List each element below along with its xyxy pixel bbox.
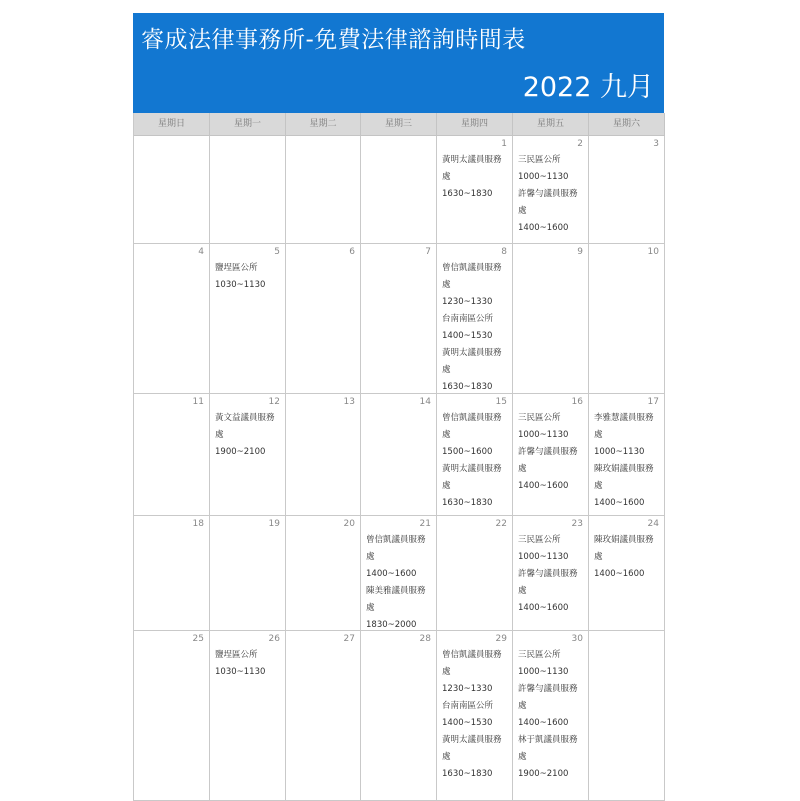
event-line: 曾信凱議員服務 — [442, 650, 502, 660]
event-line: 1400~1600 — [594, 569, 645, 579]
event-line: 黃明太議員服務 — [442, 735, 502, 745]
event-line: 林于凱議員服務 — [518, 735, 578, 745]
day-number: 28 — [419, 634, 431, 644]
event-list — [361, 516, 436, 631]
day-number: 9 — [577, 247, 583, 257]
event-line: 曾信凱議員服務 — [442, 413, 502, 423]
day-number: 23 — [571, 519, 583, 529]
event-line: 1030~1130 — [215, 280, 266, 290]
event-line: 鹽埕區公所 — [215, 650, 258, 660]
event-line: 處 — [518, 752, 527, 762]
day-cell[interactable] — [210, 244, 286, 394]
event-line: 1900~2100 — [518, 769, 569, 779]
event-list — [513, 631, 588, 783]
event-list — [210, 136, 285, 152]
event-line: 三民區公所 — [518, 535, 561, 545]
weekday-header: 星期三 — [361, 113, 437, 136]
day-cell[interactable] — [513, 136, 589, 244]
day-cell[interactable] — [437, 244, 513, 394]
event-line: 1400~1600 — [518, 481, 569, 491]
event-line: 處 — [366, 603, 375, 613]
event-line: 處 — [442, 430, 451, 440]
event-list — [437, 631, 512, 783]
day-cell[interactable] — [513, 244, 589, 394]
day-cell[interactable] — [589, 516, 665, 631]
event-line: 處 — [442, 752, 451, 762]
calendar-header — [133, 13, 664, 113]
event-line: 陳玫娟議員服務 — [594, 535, 654, 545]
day-cell[interactable] — [437, 516, 513, 631]
day-cell[interactable] — [361, 394, 437, 516]
event-line: 處 — [518, 464, 527, 474]
day-cell[interactable] — [589, 244, 665, 394]
event-line: 陳美雅議員服務 — [366, 586, 426, 596]
day-cell[interactable] — [361, 516, 437, 631]
event-line: 黃明太議員服務 — [442, 348, 502, 358]
event-line: 1000~1130 — [518, 552, 569, 562]
event-line: 處 — [518, 701, 527, 711]
event-line: 黃明太議員服務 — [442, 464, 502, 474]
day-cell[interactable] — [589, 136, 665, 244]
event-line: 1000~1130 — [518, 667, 569, 677]
day-number: 18 — [192, 519, 204, 529]
event-line: 1630~1830 — [442, 498, 493, 508]
day-cell[interactable] — [210, 394, 286, 516]
event-line: 處 — [366, 552, 375, 562]
weekday-header: 星期四 — [437, 113, 513, 136]
event-list — [513, 136, 588, 237]
calendar-grid — [133, 113, 664, 801]
day-number: 12 — [268, 397, 280, 407]
event-line: 處 — [442, 172, 451, 182]
weekday-header: 星期日 — [134, 113, 210, 136]
event-line: 1400~1600 — [594, 498, 645, 508]
event-list — [361, 136, 436, 152]
day-number: 8 — [501, 247, 507, 257]
event-line: 曾信凱議員服務 — [442, 263, 502, 273]
day-number: 10 — [647, 247, 659, 257]
event-line: 三民區公所 — [518, 650, 561, 660]
day-number: 5 — [274, 247, 280, 257]
event-list — [513, 516, 588, 617]
day-number: 13 — [343, 397, 355, 407]
event-line: 1630~1830 — [442, 189, 493, 199]
weekday-header: 星期二 — [286, 113, 361, 136]
day-number: 20 — [343, 519, 355, 529]
event-line: 1400~1530 — [442, 718, 493, 728]
day-number: 1 — [501, 139, 507, 149]
event-line: 處 — [442, 667, 451, 677]
day-cell[interactable] — [286, 516, 361, 631]
weekday-header: 星期一 — [210, 113, 286, 136]
event-line: 許馨勻議員服務 — [518, 569, 578, 579]
day-cell[interactable] — [361, 631, 437, 801]
event-line: 處 — [442, 280, 451, 290]
event-line: 許馨勻議員服務 — [518, 684, 578, 694]
day-number: 14 — [419, 397, 431, 407]
day-cell[interactable] — [210, 631, 286, 801]
day-cell[interactable] — [513, 516, 589, 631]
day-cell[interactable] — [513, 394, 589, 516]
event-line: 1630~1830 — [442, 382, 493, 392]
day-cell[interactable] — [210, 136, 286, 244]
day-cell[interactable] — [134, 631, 210, 801]
event-line: 三民區公所 — [518, 155, 561, 165]
day-cell[interactable] — [134, 244, 210, 394]
event-list — [589, 631, 664, 647]
day-cell[interactable] — [210, 516, 286, 631]
event-line: 許馨勻議員服務 — [518, 189, 578, 199]
event-line: 1400~1600 — [518, 718, 569, 728]
event-line: 處 — [518, 206, 527, 216]
weekday-header: 星期五 — [513, 113, 589, 136]
day-number: 16 — [571, 397, 583, 407]
event-list — [437, 244, 512, 394]
day-cell[interactable] — [361, 136, 437, 244]
event-line: 1900~2100 — [215, 447, 266, 457]
event-line: 陳玫娟議員服務 — [594, 464, 654, 474]
event-line: 台南南區公所 — [442, 314, 494, 324]
day-cell[interactable] — [134, 394, 210, 516]
event-line: 處 — [594, 552, 603, 562]
day-number: 25 — [192, 634, 204, 644]
event-line: 處 — [594, 481, 603, 491]
day-number: 21 — [419, 519, 431, 529]
day-number: 15 — [495, 397, 507, 407]
month-label: 2022 九月 — [522, 72, 654, 103]
day-cell[interactable] — [286, 631, 361, 801]
event-line: 黃文益議員服務 — [215, 413, 275, 423]
day-number: 11 — [192, 397, 204, 407]
event-list — [589, 394, 664, 512]
day-number: 6 — [349, 247, 355, 257]
event-line: 1230~1330 — [442, 684, 493, 694]
day-number: 19 — [268, 519, 280, 529]
event-line: 1230~1330 — [442, 297, 493, 307]
day-number: 29 — [495, 634, 507, 644]
day-cell[interactable] — [286, 136, 361, 244]
event-line: 處 — [518, 586, 527, 596]
day-cell[interactable] — [134, 136, 210, 244]
event-line: 曾信凱議員服務 — [366, 535, 426, 545]
page-title: 睿成法律事務所-免費法律諮詢時間表 — [141, 27, 526, 53]
event-line: 1000~1130 — [518, 172, 569, 182]
day-cell[interactable] — [134, 516, 210, 631]
event-line: 1400~1600 — [366, 569, 417, 579]
day-number: 17 — [647, 397, 659, 407]
event-list — [134, 136, 209, 152]
day-number: 30 — [571, 634, 583, 644]
event-line: 鹽埕區公所 — [215, 263, 258, 273]
event-line: 1000~1130 — [594, 447, 645, 457]
event-line: 1030~1130 — [215, 667, 266, 677]
event-line: 1400~1530 — [442, 331, 493, 341]
day-cell[interactable] — [513, 631, 589, 801]
calendar-page — [133, 13, 664, 801]
day-number: 3 — [653, 139, 659, 149]
day-number: 26 — [268, 634, 280, 644]
day-cell[interactable] — [361, 244, 437, 394]
event-line: 1400~1600 — [518, 223, 569, 233]
day-number: 27 — [343, 634, 355, 644]
event-list — [513, 394, 588, 495]
day-cell[interactable] — [589, 631, 665, 801]
event-line: 處 — [215, 430, 224, 440]
event-line: 處 — [442, 481, 451, 491]
day-number: 2 — [577, 139, 583, 149]
event-line: 1830~2000 — [366, 620, 417, 630]
event-line: 黃明太議員服務 — [442, 155, 502, 165]
day-number: 4 — [198, 247, 204, 257]
event-line: 1630~1830 — [442, 769, 493, 779]
day-cell[interactable] — [437, 394, 513, 516]
weekday-header: 星期六 — [589, 113, 665, 136]
day-number: 22 — [495, 519, 507, 529]
event-line: 1500~1600 — [442, 447, 493, 457]
event-line: 1400~1600 — [518, 603, 569, 613]
event-line: 許馨勻議員服務 — [518, 447, 578, 457]
event-list — [286, 136, 360, 152]
event-list — [437, 394, 512, 512]
event-line: 三民區公所 — [518, 413, 561, 423]
day-cell[interactable] — [437, 136, 513, 244]
day-number: 7 — [425, 247, 431, 257]
day-cell[interactable] — [589, 394, 665, 516]
day-cell[interactable] — [286, 394, 361, 516]
event-line: 處 — [594, 430, 603, 440]
day-cell[interactable] — [437, 631, 513, 801]
day-number: 24 — [647, 519, 659, 529]
event-line: 李雅慧議員服務 — [594, 413, 654, 423]
day-cell[interactable] — [286, 244, 361, 394]
event-line: 處 — [442, 365, 451, 375]
event-line: 1000~1130 — [518, 430, 569, 440]
event-line: 台南南區公所 — [442, 701, 494, 711]
